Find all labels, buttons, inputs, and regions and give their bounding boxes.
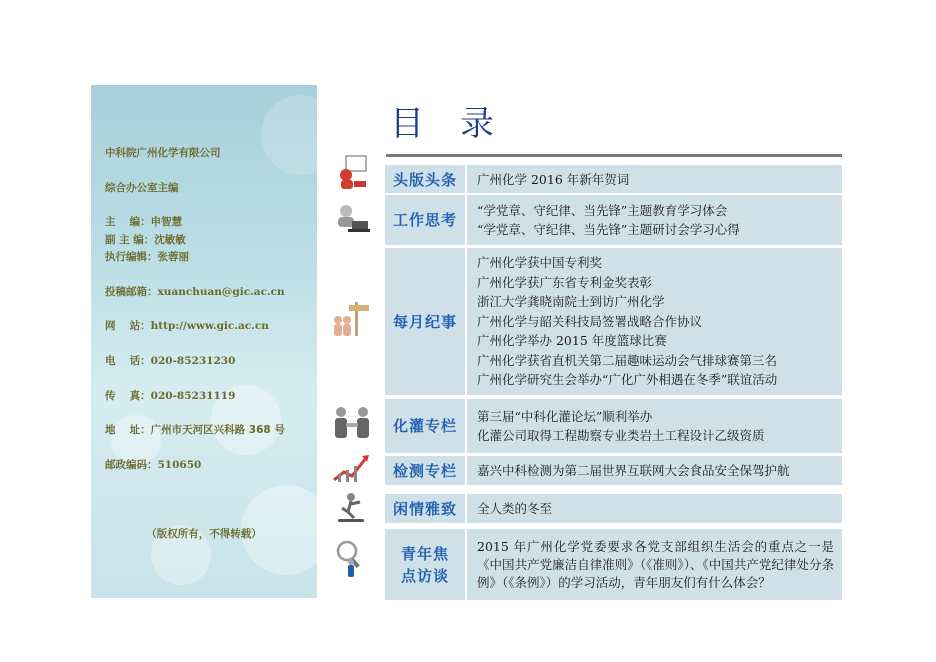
- toc-items: [477, 494, 834, 523]
- toc-items: [477, 165, 834, 194]
- toc-item[interactable]: 浙江大学龚晓南院士到访广州化学: [477, 294, 665, 310]
- growth-chart-icon: [332, 452, 370, 484]
- web-value: http://www.gic.ac.cn: [150, 320, 269, 332]
- deputy-editor: [105, 232, 186, 247]
- toc-row: [385, 246, 842, 395]
- toc-item[interactable]: 全人类的冬至: [477, 500, 553, 516]
- toc-item[interactable]: 广州化学获省直机关第二届趣味运动会气排球赛第三名: [477, 352, 778, 368]
- toc-item[interactable]: 广州化学 2016 年新年贺词: [477, 171, 630, 187]
- copyright-note: （版权所有，不得转载）: [146, 528, 262, 540]
- handshake-icon: [332, 405, 372, 441]
- tel-label: 电 话：: [105, 355, 151, 367]
- toc-item[interactable]: “学党章、守纪律、当先锋”主题教育学习体会: [477, 202, 728, 218]
- fax-line: [105, 388, 235, 403]
- email-line: [105, 284, 285, 299]
- toc-category: 青年焦点访谈: [400, 544, 449, 585]
- toc-row: [385, 492, 842, 523]
- exec-editor-label: 执行编辑：: [105, 251, 158, 263]
- row-separator: [465, 399, 467, 453]
- email-value: xuanchuan@gic.ac.cn: [157, 286, 285, 298]
- tel-value: 020-85231230: [150, 355, 236, 367]
- address-label: 地 址：: [105, 424, 151, 436]
- laptop-person-icon: [332, 203, 372, 235]
- toc-item[interactable]: 化灌公司取得工程勘察专业类岩土工程设计乙级资质: [477, 428, 765, 443]
- zip-label: 邮政编码：: [105, 459, 158, 471]
- toc-items: [477, 248, 834, 395]
- deputy-editor-value: 沈敏敏: [154, 234, 186, 246]
- toc-items: [477, 399, 834, 453]
- chief-editor-label: 主 编：: [105, 216, 151, 228]
- skateboarder-icon: [334, 492, 368, 526]
- toc-items: [477, 195, 834, 245]
- deputy-editor-label: 副 主 编：: [105, 234, 155, 246]
- magnifier-person-icon: [336, 540, 366, 578]
- toc-row: [385, 163, 842, 194]
- toc-item[interactable]: 广州化学与韶关科技局签署战略合作协议: [477, 313, 703, 329]
- exec-editor: [105, 249, 189, 264]
- toc-item[interactable]: “学党章、守纪律、当先锋”主题研讨会学习心得: [477, 222, 740, 237]
- editor-org: 综合办公室主编: [105, 182, 179, 194]
- row-separator: [465, 165, 467, 194]
- chief-editor: [105, 214, 182, 229]
- toc-item[interactable]: 广州化学举办 2015 年度篮球比赛: [477, 333, 667, 349]
- toc-category: 化灌专栏: [392, 417, 457, 435]
- toc-category: 头版头条: [392, 170, 457, 189]
- toc-paragraph[interactable]: 2015 年广州化学党委要求各党支部组织生活会的重点之一是《中国共产党廉洁自律准则》（《准则》）、《中国共产党纪律处分条例》（《条例》）的学习活动，青年朋友们有什么体会？: [477, 538, 834, 590]
- exec-editor-value: 张蓉丽: [157, 251, 189, 263]
- toc-items: [477, 456, 834, 485]
- toc-item[interactable]: 广州化学获广东省专利金奖表彰: [477, 274, 653, 290]
- zip-value: 510650: [157, 459, 202, 471]
- web-label: 网 站：: [105, 320, 151, 332]
- toc-item[interactable]: 广州化学研究生会举办“广化广外相遇在冬季”联谊活动: [477, 372, 778, 388]
- email-label: 投稿邮箱：: [105, 286, 158, 298]
- tel-line: [105, 353, 235, 368]
- toc-category: 检测专栏: [392, 461, 457, 480]
- fax-label: 传 真：: [105, 390, 151, 402]
- toc-row: [385, 454, 842, 485]
- row-separator: [465, 195, 467, 245]
- toc-items: [477, 529, 834, 600]
- toc-category: 每月纪事: [392, 312, 457, 331]
- toc-row: [385, 527, 842, 600]
- fax-value: 020-85231119: [150, 390, 236, 402]
- address-line: [105, 422, 285, 437]
- toc-row: [385, 193, 842, 245]
- title-divider: [386, 154, 842, 157]
- chief-editor-value: 申智慧: [150, 216, 183, 228]
- toc-row: [385, 397, 842, 453]
- toc-category: 闲情雅致: [392, 499, 457, 518]
- info-panel: [91, 85, 317, 598]
- row-separator: [465, 529, 467, 600]
- address-value: 广州市天河区兴科路 368 号: [150, 424, 285, 436]
- row-separator: [465, 248, 467, 395]
- bokeh-decoration: [261, 95, 317, 175]
- toc-item[interactable]: 广州化学获中国专利奖: [477, 255, 603, 271]
- teacher-board-icon: [336, 155, 370, 191]
- toc-item[interactable]: 嘉兴中科检测为第二届世界互联网大会食品安全保驾护航: [477, 462, 790, 478]
- row-separator: [465, 494, 467, 523]
- zip-line: [105, 457, 201, 472]
- company-name: 中科院广州化学有限公司: [105, 147, 221, 159]
- row-separator: [465, 456, 467, 485]
- web-line: [105, 318, 269, 333]
- toc-item[interactable]: 第三届“中科化灌论坛”顺利举办: [477, 408, 653, 424]
- toc-category: 工作思考: [392, 211, 457, 229]
- signpost-people-icon: [331, 300, 373, 338]
- page-title: 目录: [390, 104, 530, 144]
